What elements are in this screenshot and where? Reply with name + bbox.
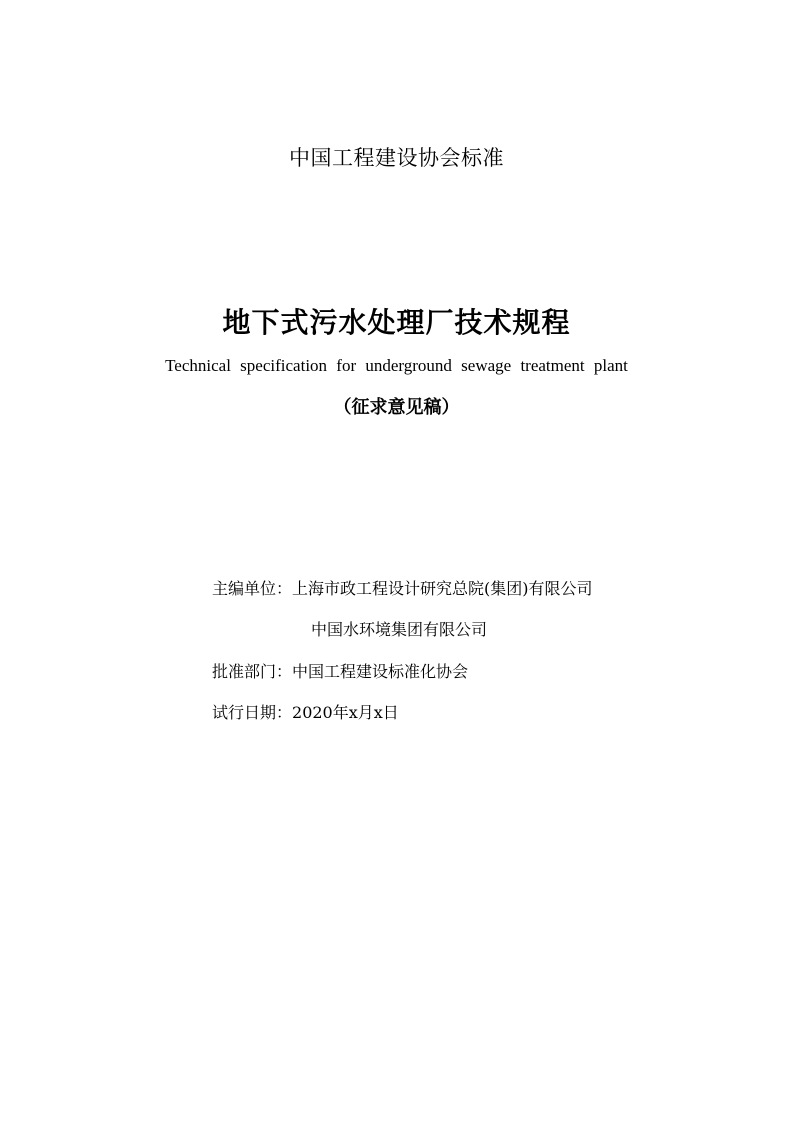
trial-date-label: 试行日期： xyxy=(212,703,293,722)
draft-status-label: （征求意见稿） xyxy=(333,397,460,418)
approval-department-line xyxy=(212,660,468,684)
approval-department-label: 批准部门： xyxy=(212,662,293,681)
editor-unit-org-secondary: 中国水环境集团有限公司 xyxy=(311,620,488,639)
editor-unit-org-primary: 上海市政工程设计研究总院(集团)有限公司 xyxy=(292,579,593,598)
editor-unit-line-secondary xyxy=(311,618,487,642)
trial-date-line xyxy=(212,701,399,725)
editor-unit-line xyxy=(212,577,593,601)
association-header: 中国工程建设协会标准 xyxy=(289,146,504,170)
editor-unit-label: 主编单位： xyxy=(212,579,293,598)
document-title-chinese: 地下式污水处理厂技术规程 xyxy=(222,306,571,339)
approval-department-org: 中国工程建设标准化协会 xyxy=(292,662,469,681)
document-title-english: Technical specification for underground sewage treatment plant xyxy=(165,356,628,375)
trial-date-value: 2020年x月x日 xyxy=(292,703,399,722)
